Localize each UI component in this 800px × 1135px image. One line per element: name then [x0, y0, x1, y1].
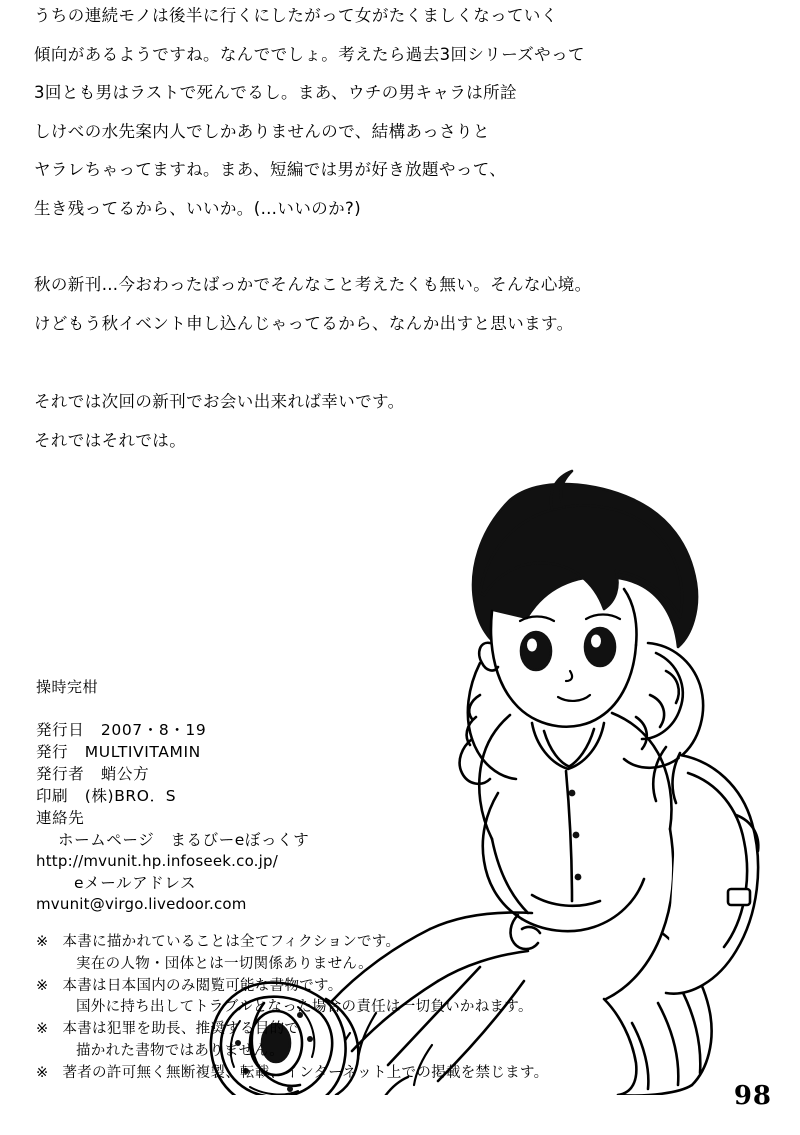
- afterword-line: 3回とも男はラストで死んでるし。まあ、ウチの男キャラは所詮: [34, 83, 517, 102]
- note-line-1: 著者の許可無く無断複製、転載、インターネット上での掲載を禁じます。: [62, 1064, 549, 1081]
- note-line-1: 本書は日本国内のみ閲覧可能な書物です。: [62, 977, 343, 994]
- afterword-line: 生き残ってるから、いいか。(…いいのか?): [34, 198, 362, 218]
- colophon-row-publisher: [36, 741, 576, 763]
- colophon-label: 発行: [36, 743, 69, 761]
- colophon-homepage-url[interactable]: http://mvunit.hp.infoseek.co.jp/: [36, 852, 278, 870]
- note-mark: ※: [36, 934, 49, 950]
- afterword-line: それではそれでは。: [34, 430, 187, 450]
- colophon-value: (株)BRO．S: [84, 787, 177, 805]
- colophon-title: 操時完柑: [36, 678, 99, 696]
- colophon-value: MULTIVITAMIN: [84, 743, 201, 761]
- legal-notes: [36, 932, 636, 1084]
- legal-note: [36, 1063, 636, 1085]
- colophon-email-label: eメールアドレス: [74, 874, 197, 893]
- colophon-row-contact: [36, 807, 576, 829]
- colophon-value: 2007・8・19: [100, 721, 207, 739]
- legal-note: [36, 932, 636, 976]
- colophon-email-value[interactable]: mvunit@virgo.livedoor.com: [36, 895, 247, 914]
- paragraph-gap: [34, 354, 734, 394]
- note-line-2: 国外に持ち出してトラブルとなった場合の責任は一切負いかねます。: [76, 999, 533, 1016]
- afterword-line: うちの連続モノは後半に行くにしたがって女がたくましくなっていく: [34, 6, 558, 25]
- colophon-label: 発行日: [36, 721, 85, 739]
- colophon-row-printer: [36, 785, 576, 807]
- colophon-homepage-label: ホームページ まるびーeぼっくす: [58, 831, 310, 849]
- colophon-value: 蛸公方: [100, 765, 150, 783]
- afterword-line: けどもう秋イベント申し込んじゃってるから、なんか出すと思います。: [34, 313, 574, 333]
- note-line-2: 実在の人物・団体とは一切関係ありません。: [76, 955, 373, 972]
- afterword-line: 秋の新刊…今おわったばっかでそんなこと考えたくも無い。そんな心境。: [34, 275, 592, 294]
- legal-note: [36, 1019, 636, 1063]
- page-number: 98: [733, 1081, 772, 1111]
- note-mark: ※: [36, 977, 49, 994]
- afterword-line: 傾向があるようですね。なんででしょ。考えたら過去3回シリーズやって: [34, 44, 585, 64]
- afterword-line: ヤラレちゃってますね。まあ、短編では男が好き放題やって、: [34, 160, 507, 179]
- note-line-1: 本書は犯罪を助長、推奨する目的で: [62, 1021, 300, 1037]
- note-mark: ※: [36, 1021, 49, 1037]
- note-line-2: 描かれた書物ではありません。: [76, 1042, 285, 1059]
- colophon-label: 発行者: [36, 765, 85, 783]
- note-mark: ※: [36, 1064, 49, 1081]
- legal-note: [36, 976, 636, 1020]
- colophon-label: 連絡先: [36, 809, 85, 827]
- afterword-line: それでは次回の新刊でお会い出来れば幸いです。: [34, 392, 405, 411]
- paragraph-gap: [34, 239, 734, 277]
- colophon-row-author: [36, 763, 576, 785]
- afterword-line: しけべの水先案内人でしかありませんので、結構あっさりと: [34, 121, 490, 141]
- colophon-label: 印刷: [36, 787, 69, 805]
- note-line-1: 本書に描かれていることは全てフィクションです。: [62, 934, 401, 950]
- colophon: [36, 676, 576, 916]
- colophon-row-date: [36, 719, 576, 741]
